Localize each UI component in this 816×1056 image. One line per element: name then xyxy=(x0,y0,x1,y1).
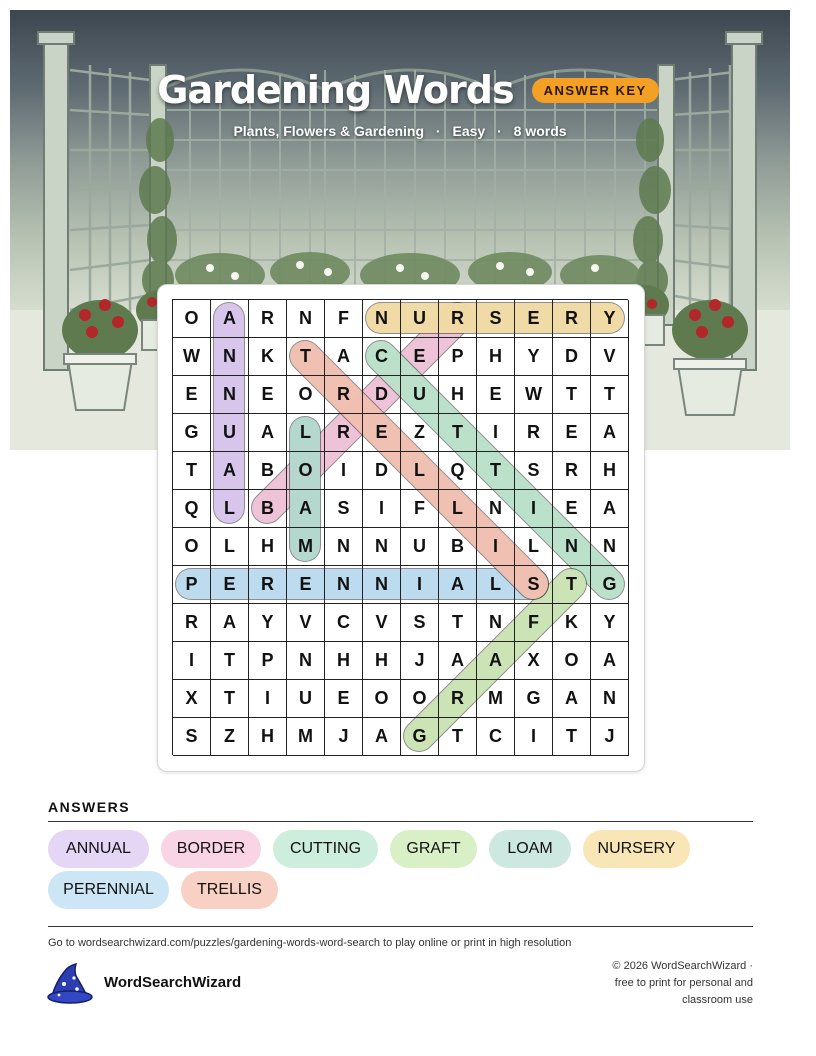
grid-cell: V xyxy=(363,604,401,642)
grid-cell: E xyxy=(477,376,515,414)
grid-cell: U xyxy=(401,376,439,414)
grid-cell: N xyxy=(325,566,363,604)
grid-cell: N xyxy=(477,604,515,642)
grid-cell: U xyxy=(401,300,439,338)
grid-cell: T xyxy=(553,566,591,604)
grid-cell: N xyxy=(325,528,363,566)
grid-cell: L xyxy=(211,490,249,528)
grid-cell: H xyxy=(591,452,629,490)
grid-cell: L xyxy=(439,490,477,528)
grid-cell: J xyxy=(325,718,363,756)
grid-cell: G xyxy=(591,566,629,604)
grid-cell: R xyxy=(439,300,477,338)
grid-cell: R xyxy=(439,680,477,718)
grid-cell: V xyxy=(287,604,325,642)
grid-cell: Y xyxy=(249,604,287,642)
answer-key-badge: ANSWER KEY xyxy=(532,78,659,103)
answer-pill xyxy=(181,871,278,909)
grid-cell: O xyxy=(401,680,439,718)
grid-cell: C xyxy=(363,338,401,376)
grid-cell: E xyxy=(401,338,439,376)
footer-divider xyxy=(48,926,753,927)
grid-cell: Z xyxy=(211,718,249,756)
grid-cell: N xyxy=(287,642,325,680)
grid-cell: L xyxy=(287,414,325,452)
grid-cell: R xyxy=(553,300,591,338)
grid-cell: N xyxy=(363,528,401,566)
grid-cell: H xyxy=(477,338,515,376)
grid-cell: U xyxy=(211,414,249,452)
grid-cell: N xyxy=(287,300,325,338)
grid-cell: N xyxy=(211,376,249,414)
answer-pill xyxy=(161,830,261,868)
grid-cell: O xyxy=(173,300,211,338)
grid-cell: A xyxy=(439,642,477,680)
grid-cell: W xyxy=(515,376,553,414)
grid-cell: V xyxy=(591,338,629,376)
answers-divider xyxy=(48,821,753,822)
grid-cell: R xyxy=(249,300,287,338)
grid-cell: B xyxy=(249,490,287,528)
grid-cell: N xyxy=(591,680,629,718)
grid-cell: M xyxy=(287,528,325,566)
copyright xyxy=(583,958,753,1009)
grid-cell: T xyxy=(439,414,477,452)
grid-cell: I xyxy=(401,566,439,604)
grid-cell: E xyxy=(211,566,249,604)
grid-cell: A xyxy=(325,338,363,376)
grid-cell: K xyxy=(249,338,287,376)
subtitle-difficulty: Easy xyxy=(452,123,486,139)
grid-cell: I xyxy=(477,414,515,452)
subtitle-category: Plants, Flowers & Gardening xyxy=(233,123,425,139)
grid-cell: A xyxy=(211,604,249,642)
grid-cell: C xyxy=(477,718,515,756)
grid-cell: Q xyxy=(173,490,211,528)
answer-pill xyxy=(48,830,149,868)
grid-cell: B xyxy=(249,452,287,490)
grid-cell: T xyxy=(439,604,477,642)
grid-cell: R xyxy=(515,414,553,452)
grid-cell: N xyxy=(211,338,249,376)
grid-cell: H xyxy=(249,528,287,566)
grid-cell: S xyxy=(477,300,515,338)
grid-cell: A xyxy=(439,566,477,604)
answer-pill xyxy=(489,830,571,868)
grid-cell: M xyxy=(287,718,325,756)
answer-label: ANNUAL xyxy=(66,840,131,857)
grid-cell: L xyxy=(477,566,515,604)
grid-cell: F xyxy=(325,300,363,338)
grid-cell: C xyxy=(325,604,363,642)
grid-cell: A xyxy=(591,490,629,528)
grid-cell: T xyxy=(211,680,249,718)
subtitle-separator: · xyxy=(435,123,441,139)
grid-cell: F xyxy=(515,604,553,642)
grid-cell: H xyxy=(249,718,287,756)
grid-cell: U xyxy=(401,528,439,566)
subtitle-separator: · xyxy=(497,123,502,139)
grid-cell: A xyxy=(211,452,249,490)
word-search-grid xyxy=(172,299,628,755)
grid-cell: A xyxy=(553,680,591,718)
grid-cell: O xyxy=(287,452,325,490)
footer-link-text[interactable]: Go to wordsearchwizard.com/puzzles/gardening-words-word-search to play online or print in high resolution xyxy=(48,937,572,949)
answer-label: BORDER xyxy=(176,840,246,857)
grid-cell: R xyxy=(553,452,591,490)
grid-cell: T xyxy=(173,452,211,490)
grid-cell: O xyxy=(173,528,211,566)
grid-cell: E xyxy=(553,414,591,452)
grid-cell: G xyxy=(173,414,211,452)
wizard-hat-logo xyxy=(46,962,94,1009)
grid-cell: H xyxy=(325,642,363,680)
grid-cell: R xyxy=(249,566,287,604)
grid-cell: G xyxy=(401,718,439,756)
copyright-line: classroom use xyxy=(682,994,753,1006)
grid-cell: J xyxy=(401,642,439,680)
grid-cell: N xyxy=(591,528,629,566)
grid-cell: X xyxy=(515,642,553,680)
letter-cells xyxy=(172,299,628,755)
grid-cell: K xyxy=(553,604,591,642)
grid-cell: Q xyxy=(439,452,477,490)
grid-cell: A xyxy=(477,642,515,680)
grid-cell: R xyxy=(325,376,363,414)
grid-cell: T xyxy=(591,376,629,414)
grid-cell: D xyxy=(553,338,591,376)
grid-cell: O xyxy=(553,642,591,680)
grid-cell: L xyxy=(515,528,553,566)
grid-cell: Z xyxy=(401,414,439,452)
grid-cell: H xyxy=(439,376,477,414)
grid-cell: P xyxy=(173,566,211,604)
grid-cell: T xyxy=(553,718,591,756)
grid-cell: I xyxy=(515,718,553,756)
grid-cell: J xyxy=(591,718,629,756)
grid-cell: E xyxy=(249,376,287,414)
grid-cell: S xyxy=(173,718,211,756)
copyright-line: free to print for personal and xyxy=(614,977,753,989)
grid-cell: U xyxy=(287,680,325,718)
puzzle-subtitle xyxy=(0,123,800,139)
grid-cell: A xyxy=(211,300,249,338)
grid-cell: M xyxy=(477,680,515,718)
answers-heading: ANSWERS xyxy=(48,799,131,815)
title-row xyxy=(0,68,816,112)
answer-label: GRAFT xyxy=(406,840,461,857)
grid-cell: E xyxy=(553,490,591,528)
grid-cell: I xyxy=(249,680,287,718)
grid-cell: S xyxy=(401,604,439,642)
grid-cell: P xyxy=(249,642,287,680)
grid-cell: A xyxy=(591,414,629,452)
grid-cell: N xyxy=(363,300,401,338)
grid-cell: D xyxy=(363,376,401,414)
grid-cell: X xyxy=(173,680,211,718)
page-title: Gardening Words xyxy=(157,68,514,112)
grid-cell: Y xyxy=(515,338,553,376)
answer-label: TRELLIS xyxy=(197,881,262,898)
grid-cell: D xyxy=(363,452,401,490)
grid-cell: T xyxy=(439,718,477,756)
grid-cell: O xyxy=(363,680,401,718)
grid-cell: A xyxy=(591,642,629,680)
grid-cell: E xyxy=(173,376,211,414)
grid-cell: W xyxy=(173,338,211,376)
grid-cell: N xyxy=(363,566,401,604)
grid-cell: N xyxy=(477,490,515,528)
answer-label: PERENNIAL xyxy=(63,881,154,898)
grid-cell: N xyxy=(553,528,591,566)
grid-cell: S xyxy=(515,566,553,604)
subtitle-word-count: 8 words xyxy=(513,123,567,139)
grid-cell: E xyxy=(325,680,363,718)
grid-cell: T xyxy=(287,338,325,376)
grid-cell: I xyxy=(477,528,515,566)
answer-pill xyxy=(390,830,477,868)
brand-name: WordSearchWizard xyxy=(104,974,242,991)
grid-cell: P xyxy=(439,338,477,376)
grid-cell: T xyxy=(477,452,515,490)
grid-cell: F xyxy=(401,490,439,528)
grid-cell: B xyxy=(439,528,477,566)
grid-cell: I xyxy=(325,452,363,490)
grid-cell: A xyxy=(287,490,325,528)
grid-cell: T xyxy=(553,376,591,414)
grid-cell: T xyxy=(211,642,249,680)
grid-cell: I xyxy=(515,490,553,528)
grid-cell: S xyxy=(515,452,553,490)
grid-cell: A xyxy=(249,414,287,452)
grid-cell: L xyxy=(401,452,439,490)
grid-cell: E xyxy=(363,414,401,452)
grid-cell: E xyxy=(515,300,553,338)
grid-cell: S xyxy=(325,490,363,528)
grid-cell: R xyxy=(325,414,363,452)
answer-pill xyxy=(273,830,378,868)
grid-cell: I xyxy=(363,490,401,528)
grid-cell: Y xyxy=(591,604,629,642)
grid-cell: I xyxy=(173,642,211,680)
copyright-line: © 2026 WordSearchWizard · xyxy=(612,960,753,972)
grid-cell: H xyxy=(363,642,401,680)
answer-pill xyxy=(583,830,690,868)
answer-label: NURSERY xyxy=(597,840,676,857)
grid-cell: R xyxy=(173,604,211,642)
grid-cell: O xyxy=(287,376,325,414)
answer-label: LOAM xyxy=(507,840,553,857)
grid-cell: Y xyxy=(591,300,629,338)
answer-pill xyxy=(48,871,169,909)
grid-cell: G xyxy=(515,680,553,718)
grid-cell: L xyxy=(211,528,249,566)
grid-cell: E xyxy=(287,566,325,604)
answer-label: CUTTING xyxy=(289,840,362,857)
grid-cell: A xyxy=(363,718,401,756)
